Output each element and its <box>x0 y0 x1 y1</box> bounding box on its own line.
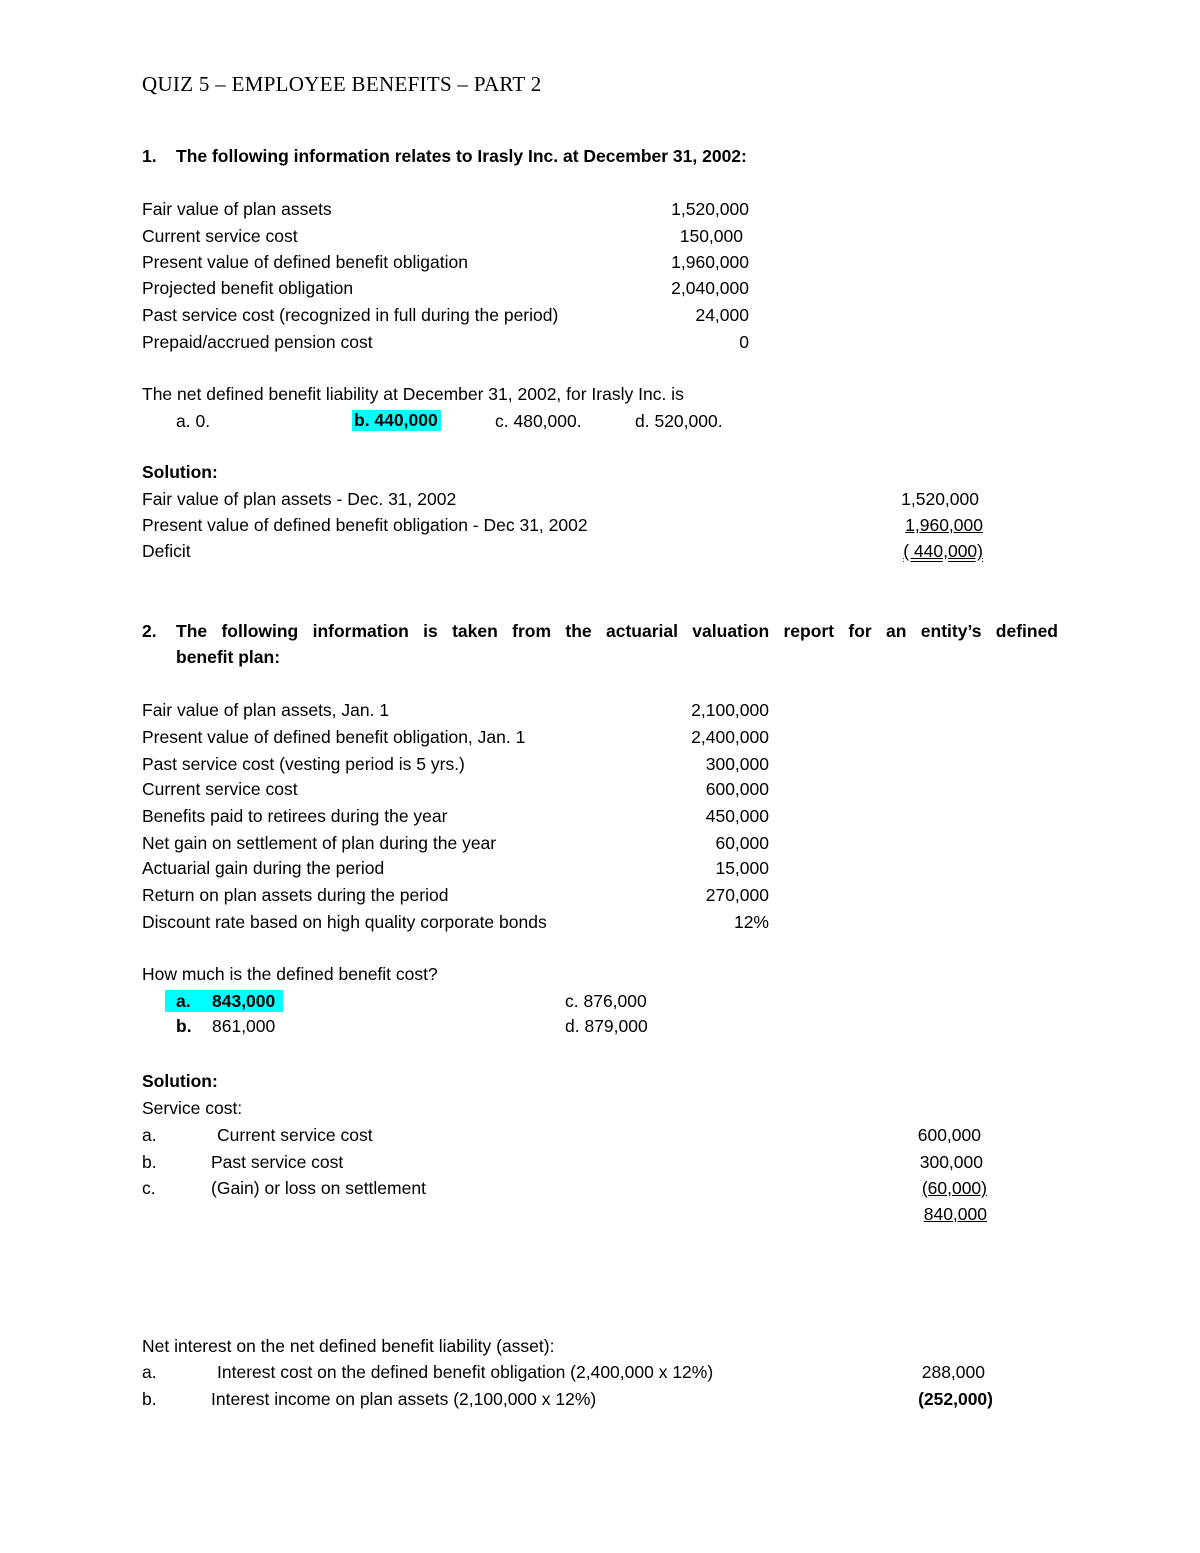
list-item-value: 1,520,000 <box>671 199 749 219</box>
list-item-letter: b. <box>142 1389 157 1409</box>
list-item-letter: c. <box>142 1178 156 1198</box>
list-item-label: Return on plan assets during the period <box>142 885 449 905</box>
choice-a-letter: a. <box>176 991 191 1011</box>
list-item-label: Projected benefit obligation <box>142 278 354 298</box>
list-item-value: 300,000 <box>919 1152 983 1172</box>
choice-c: c. 876,000 <box>565 991 647 1011</box>
list-item-value: 150,000 <box>679 226 743 246</box>
list-item-label: Discount rate based on high quality corporate bonds <box>142 912 547 932</box>
list-item-value: (60,000) <box>921 1178 987 1198</box>
list-item-label: Interest income on plan assets (2,100,000 x 12%) <box>211 1389 597 1409</box>
list-item-label: Benefits paid to retirees during the year <box>142 806 448 826</box>
list-item-value: 600,000 <box>705 779 769 799</box>
list-item-value: 600,000 <box>917 1125 981 1145</box>
choice-d: d. 520,000. <box>635 411 723 431</box>
list-item-value: 450,000 <box>705 806 769 826</box>
list-item-label: (Gain) or loss on settlement <box>211 1178 426 1198</box>
list-item-label: Fair value of plan assets, Jan. 1 <box>142 700 390 720</box>
list-item-value: 2,100,000 <box>691 700 769 720</box>
solution-line-label: Fair value of plan assets - Dec. 31, 2002 <box>142 489 457 509</box>
list-item-value: 0 <box>739 332 749 352</box>
solution-line-label: Deficit <box>142 541 191 561</box>
question-2-text-line-2: benefit plan: <box>176 647 281 667</box>
question-1-number: 1. <box>142 146 157 166</box>
list-item-label: Interest cost on the defined benefit obligation (2,400,000 x 12%) <box>217 1362 714 1382</box>
list-item-value: 1,960,000 <box>671 252 749 272</box>
question-1-solution-heading: Solution: <box>142 462 218 482</box>
list-item-value: 2,400,000 <box>691 727 769 747</box>
list-item-letter: a. <box>142 1362 157 1382</box>
question-1-text: The following information relates to Irasly Inc. at December 31, 2002: <box>176 146 747 166</box>
question-2-number: 2. <box>142 621 157 641</box>
choice-d: d. 879,000 <box>565 1016 648 1036</box>
page-title: QUIZ 5 – EMPLOYEE BENEFITS – PART 2 <box>142 72 542 96</box>
list-item-value: 2,040,000 <box>671 278 749 298</box>
list-item-label: Past service cost (recognized in full during the period) <box>142 305 559 325</box>
choice-b-correct: b. 440,000 <box>352 410 441 431</box>
list-item-label: Present value of defined benefit obligation <box>142 252 468 272</box>
net-interest-heading: Net interest on the net defined benefit liability (asset): <box>142 1336 555 1356</box>
choice-a-correct: 843,000 <box>212 991 276 1011</box>
list-item-value: 24,000 <box>695 305 749 325</box>
solution-line-label: Present value of defined benefit obligation - Dec 31, 2002 <box>142 515 588 535</box>
list-item-label: Net gain on settlement of plan during the year <box>142 833 497 853</box>
list-item-letter: a. <box>142 1125 157 1145</box>
list-item-label: Current service cost <box>142 226 298 246</box>
question-2-prompt: How much is the defined benefit cost? <box>142 964 438 984</box>
list-item-value: 15,000 <box>715 858 769 878</box>
solution-line-value: 1,520,000 <box>901 489 979 509</box>
list-item-value: 12% <box>733 912 769 932</box>
choice-b-letter: b. <box>176 1016 192 1036</box>
service-cost-total: 840,000 <box>923 1204 987 1224</box>
choice-a: a. 0. <box>176 411 211 431</box>
list-item-label: Present value of defined benefit obligation, Jan. 1 <box>142 727 526 747</box>
question-2-solution-heading: Solution: <box>142 1071 218 1091</box>
choice-c: c. 480,000. <box>495 411 582 431</box>
list-item-value: 300,000 <box>705 754 769 774</box>
service-cost-heading: Service cost: <box>142 1098 243 1118</box>
list-item-value: 288,000 <box>921 1362 985 1382</box>
solution-line-value: 1,960,000 <box>905 515 983 535</box>
list-item-value: 60,000 <box>715 833 769 853</box>
list-item-label: Actuarial gain during the period <box>142 858 385 878</box>
list-item-label: Prepaid/accrued pension cost <box>142 332 373 352</box>
list-item-label: Past service cost <box>211 1152 344 1172</box>
list-item-label: Current service cost <box>217 1125 373 1145</box>
choice-b: 861,000 <box>212 1016 276 1036</box>
question-2-text-line-1: The following information is taken from the actuarial valuation report for an entity’s defined <box>176 621 1058 641</box>
list-item-label: Fair value of plan assets <box>142 199 332 219</box>
question-1-prompt: The net defined benefit liability at December 31, 2002, for Irasly Inc. is <box>142 384 684 404</box>
list-item-label: Current service cost <box>142 779 298 799</box>
solution-total-value: ( 440,000) <box>903 541 983 561</box>
list-item-letter: b. <box>142 1152 157 1172</box>
list-item-value: 270,000 <box>705 885 769 905</box>
list-item-value: (252,000) <box>918 1389 993 1409</box>
list-item-label: Past service cost (vesting period is 5 yrs.) <box>142 754 465 774</box>
